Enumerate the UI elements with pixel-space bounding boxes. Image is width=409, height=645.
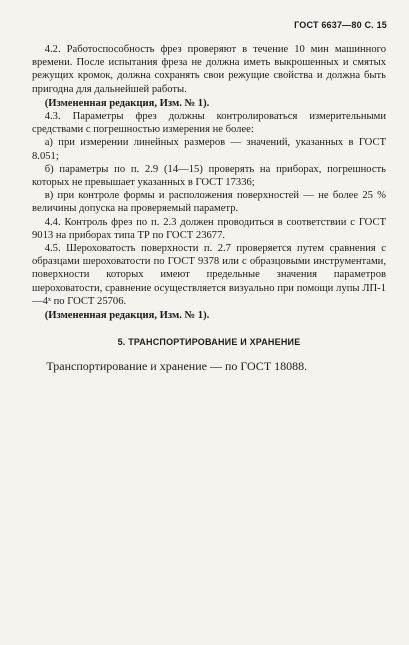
amendment-note: (Измененная редакция, Изм. № 1).	[44, 97, 210, 109]
section-title: 5. ТРАНСПОРТИРОВАНИЕ И ХРАНЕНИЕ	[117, 337, 301, 348]
section-body: Транспортирование и хранение — по ГОСТ 18088.	[46, 359, 308, 374]
paragraph-4-3: 4.3. Параметры фрез должны контролироваться измерительными средствами с погрешностью измерения не более:	[32, 111, 386, 136]
list-item-b: б) параметры по п. 2.9 (14—15) проверять на приборах, погрешность которых не превышает указанных в ГОСТ 17336;	[32, 163, 386, 189]
paragraph-4-4: 4.4. Контроль фрез по п. 2.3 должен проводиться в соответствии с ГОСТ 9013 на приборах типа ТР по ГОСТ 23677.	[32, 216, 386, 241]
list-item-c: в) при контроле формы и расположения поверхностей — не более 25 % величины допуска на проверяемый параметр.	[32, 190, 386, 215]
paragraph-4-2: 4.2. Работоспособность фрез проверяют в течение 10 мин машинного времени. После испытания фреза не должна иметь выкрошенных и смятых режущих кромок, должна сохранять свои режущие свойства и должна быть пригодна для дальнейшей работы.	[32, 44, 386, 95]
page-header: ГОСТ 6637—80 С. 15	[294, 20, 387, 30]
amendment-note: (Измененная редакция, Изм. № 1).	[44, 310, 210, 322]
list-item-a: а) при измерении линейных размеров — значений, указанных в ГОСТ 8.051;	[32, 137, 386, 162]
paragraph-4-5: 4.5. Шероховатость поверхности п. 2.7 проверяется путем сравнения с образцами шероховатости по ГОСТ 9378 или с образцовыми инструментами, поверхности которых имеют предельные значения параметров шероховатости, сравнение осуществляется визуально при помощи лупы ЛП-1—4ˣ по ГОСТ 25706.	[32, 243, 386, 307]
document-body	[32, 43, 386, 374]
